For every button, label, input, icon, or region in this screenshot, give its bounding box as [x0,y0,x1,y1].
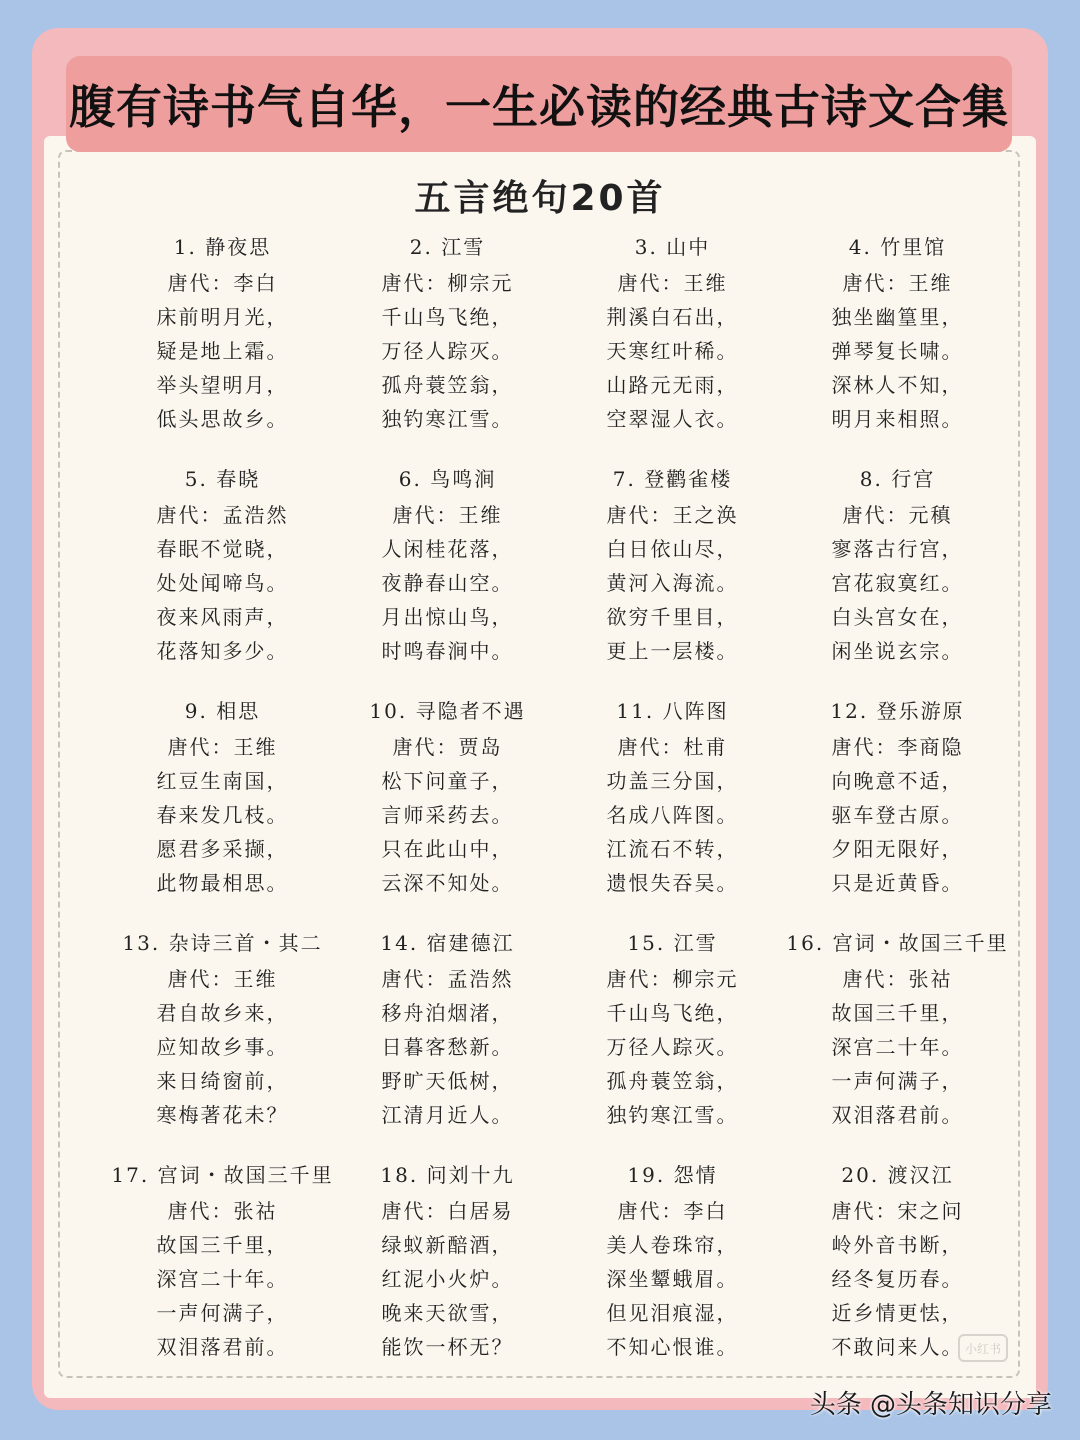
poem-line: 万径人踪灭。 [606,1035,739,1059]
poem-title: 18. 问刘十九 [380,1163,515,1187]
poem-line: 千山鸟飞绝， [606,1001,739,1025]
poem-author: 唐代：李商隐 [831,735,964,759]
poem-block [785,230,1010,462]
poem-line: 夜来风雨声， [156,605,289,629]
poem-author: 唐代：王维 [167,735,278,759]
poem-line: 深林人不知， [831,373,964,397]
poem-line: 只是近黄昏。 [831,871,964,895]
poem-line: 举头望明月， [156,373,289,397]
poem-line: 独钓寒江雪。 [381,407,514,431]
poem-line: 晚来天欲雪， [381,1301,514,1325]
poem-line: 来日绮窗前， [156,1069,289,1093]
poem-title: 1. 静夜思 [173,235,272,259]
poem-line: 绿蚁新醅酒， [381,1233,514,1257]
poem-block [110,462,335,694]
poem-grid [110,230,1010,1390]
poem-line: 弹琴复长啸。 [831,339,964,363]
poem-title: 12. 登乐游原 [830,699,965,723]
poem-line: 一声何满子， [156,1301,289,1325]
poem-block [110,694,335,926]
poem-line: 空翠湿人衣。 [606,407,739,431]
poem-line: 欲穷千里目， [606,605,739,629]
poem-line: 明月来相照。 [831,407,964,431]
poem-author: 唐代：贾岛 [392,735,503,759]
poem-title: 6. 鸟鸣涧 [398,467,497,491]
poem-author: 唐代：杜甫 [617,735,728,759]
poem-block [560,694,785,926]
poem-line: 更上一层楼。 [606,639,739,663]
poem-line: 寒梅著花未？ [156,1103,289,1127]
poem-block [335,926,560,1158]
poem-block [335,694,560,926]
poem-author: 唐代：李白 [617,1199,728,1223]
poem-title: 20. 渡汉江 [841,1163,954,1187]
poem-title: 15. 江雪 [627,931,718,955]
poem-title: 11. 八阵图 [616,699,729,723]
poem-line: 但见泪痕湿， [606,1301,739,1325]
poem-line: 时鸣春涧中。 [381,639,514,663]
poem-line: 君自故乡来， [156,1001,289,1025]
poem-line: 移舟泊烟渚， [381,1001,514,1025]
poem-line: 此物最相思。 [156,871,289,895]
poem-block [335,230,560,462]
poem-line: 只在此山中， [381,837,514,861]
poem-title: 14. 宿建德江 [380,931,515,955]
poem-title: 10. 寻隐者不遇 [369,699,526,723]
poem-line: 双泪落君前。 [156,1335,289,1359]
poem-title: 8. 行宫 [859,467,936,491]
poem-line: 山路元无雨， [606,373,739,397]
poem-author: 唐代：王维 [392,503,503,527]
poem-line: 江流石不转， [606,837,739,861]
poem-line: 不敢问来人。 [831,1335,964,1359]
poem-line: 春来发几枝。 [156,803,289,827]
poem-author: 唐代：王维 [842,271,953,295]
watermark-logo: 小红书 [958,1334,1008,1362]
page-title: 腹有诗书气自华，一生必读的经典古诗文合集 [69,80,1009,134]
poem-title: 4. 竹里馆 [848,235,947,259]
poem-title: 5. 春晓 [184,467,261,491]
poem-line: 寥落古行宫， [831,537,964,561]
poem-title: 16. 宫词・故国三千里 [786,931,1009,955]
poem-line: 荆溪白石出， [606,305,739,329]
poem-line: 千山鸟飞绝， [381,305,514,329]
poem-line: 闲坐说玄宗。 [831,639,964,663]
poem-block [560,462,785,694]
poem-line: 白日依山尽， [606,537,739,561]
title-banner [66,56,1012,152]
poem-author: 唐代：柳宗元 [381,271,514,295]
poem-block [110,926,335,1158]
poem-line: 夕阳无限好， [831,837,964,861]
poem-block [335,462,560,694]
poem-title: 2. 江雪 [409,235,486,259]
poem-title: 19. 怨情 [627,1163,718,1187]
poem-line: 深宫二十年。 [156,1267,289,1291]
poem-line: 愿君多采撷， [156,837,289,861]
poem-line: 低头思故乡。 [156,407,289,431]
poem-line: 江清月近人。 [381,1103,514,1127]
poem-line: 独钓寒江雪。 [606,1103,739,1127]
poem-line: 人闲桂花落， [381,537,514,561]
poem-title: 3. 山中 [634,235,711,259]
poem-block [110,230,335,462]
poem-block [560,926,785,1158]
poem-line: 处处闻啼鸟。 [156,571,289,595]
poem-author: 唐代：王维 [167,967,278,991]
poem-line: 红泥小火炉。 [381,1267,514,1291]
poem-line: 疑是地上霜。 [156,339,289,363]
poem-line: 美人卷珠帘， [606,1233,739,1257]
poem-line: 驱车登古原。 [831,803,964,827]
poem-line: 故国三千里， [831,1001,964,1025]
poem-author: 唐代：白居易 [381,1199,514,1223]
poem-line: 春眠不觉晓， [156,537,289,561]
poem-line: 遗恨失吞吴。 [606,871,739,895]
poem-line: 月出惊山鸟， [381,605,514,629]
poem-title: 9. 相思 [184,699,261,723]
poem-block [785,462,1010,694]
poem-line: 万径人踪灭。 [381,339,514,363]
poem-author: 唐代：王维 [617,271,728,295]
poem-line: 双泪落君前。 [831,1103,964,1127]
poem-line: 近乡情更怯， [831,1301,964,1325]
poem-block [335,1158,560,1390]
poem-line: 宫花寂寞红。 [831,571,964,595]
poem-line: 经冬复历春。 [831,1267,964,1291]
poem-line: 红豆生南国， [156,769,289,793]
poem-line: 独坐幽篁里， [831,305,964,329]
poem-author: 唐代：元稹 [842,503,953,527]
poem-line: 向晚意不适， [831,769,964,793]
poem-line: 岭外音书断， [831,1233,964,1257]
poem-author: 唐代：孟浩然 [156,503,289,527]
poem-line: 故国三千里， [156,1233,289,1257]
poem-title: 13. 杂诗三首・其二 [122,931,323,955]
poem-line: 日暮客愁新。 [381,1035,514,1059]
poem-line: 野旷天低树， [381,1069,514,1093]
poem-line: 白头宫女在， [831,605,964,629]
poem-line: 花落知多少。 [156,639,289,663]
poem-author: 唐代：张祜 [842,967,953,991]
poem-line: 不知心恨谁。 [606,1335,739,1359]
poem-block [785,926,1010,1158]
poem-line: 能饮一杯无？ [381,1335,514,1359]
poem-line: 功盖三分国， [606,769,739,793]
poem-author: 唐代：李白 [167,271,278,295]
poem-author: 唐代：王之涣 [606,503,739,527]
poem-line: 深坐颦蛾眉。 [606,1267,739,1291]
poem-line: 孤舟蓑笠翁， [381,373,514,397]
poem-block [560,1158,785,1390]
poem-block [785,694,1010,926]
poem-line: 一声何满子， [831,1069,964,1093]
poem-line: 深宫二十年。 [831,1035,964,1059]
poem-line: 床前明月光， [156,305,289,329]
poem-title: 7. 登鹳雀楼 [612,467,733,491]
footer-attribution: 头条 @头条知识分享 [809,1390,1052,1420]
poem-title: 17. 宫词・故国三千里 [111,1163,334,1187]
section-subtitle: 五言绝句20首 [414,178,666,219]
poem-line: 天寒红叶稀。 [606,339,739,363]
poem-line: 黄河入海流。 [606,571,739,595]
poem-line: 孤舟蓑笠翁， [606,1069,739,1093]
poem-author: 唐代：宋之问 [831,1199,964,1223]
poem-block [110,1158,335,1390]
poem-line: 言师采药去。 [381,803,514,827]
poem-line: 名成八阵图。 [606,803,739,827]
poem-block [560,230,785,462]
poem-line: 夜静春山空。 [381,571,514,595]
poem-line: 云深不知处。 [381,871,514,895]
poem-author: 唐代：柳宗元 [606,967,739,991]
poem-author: 唐代：孟浩然 [381,967,514,991]
poem-line: 应知故乡事。 [156,1035,289,1059]
poem-line: 松下问童子， [381,769,514,793]
poem-author: 唐代：张祜 [167,1199,278,1223]
